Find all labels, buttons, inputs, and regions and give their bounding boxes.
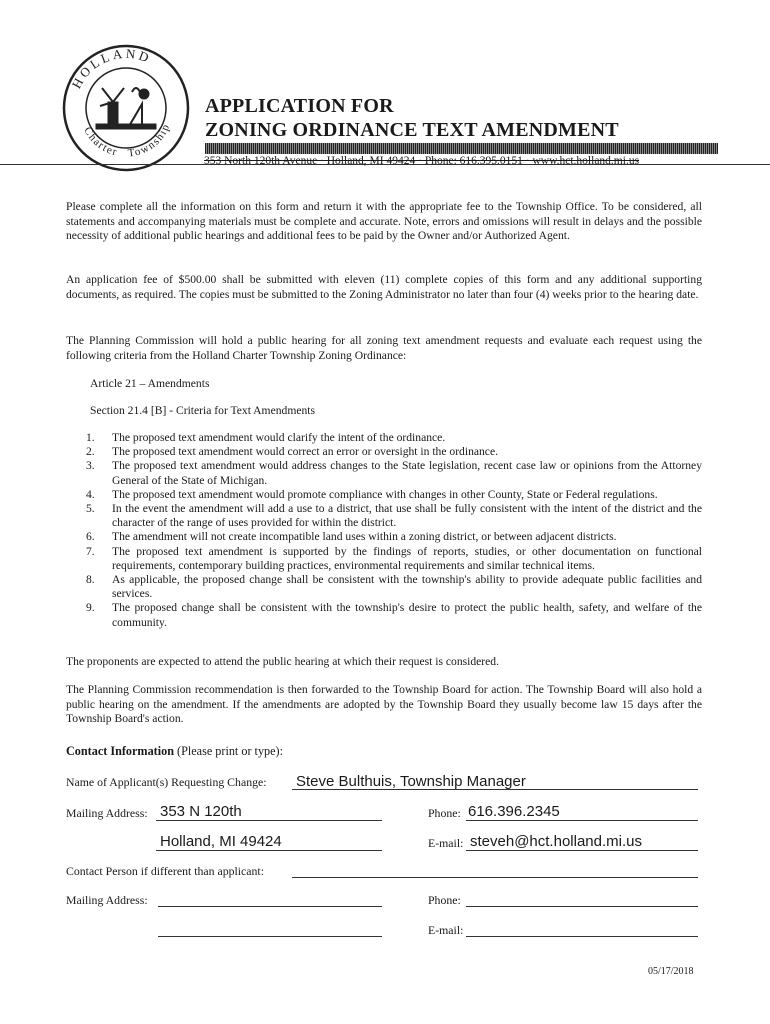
- mailing-address-label-2: Mailing Address:: [66, 893, 148, 907]
- phone-field-2[interactable]: [466, 906, 698, 907]
- contact-person-field[interactable]: [292, 877, 698, 878]
- applicant-name-value: Steve Bulthuis, Township Manager: [296, 773, 526, 790]
- form-title-line2: ZONING ORDINANCE TEXT AMENDMENT: [205, 119, 619, 141]
- applicant-name-label: Name of Applicant(s) Requesting Change:: [66, 775, 267, 789]
- seal-emblem-icon: [96, 88, 156, 129]
- mailing-address-field-line2[interactable]: [156, 850, 382, 851]
- email-field-2[interactable]: [466, 936, 698, 937]
- criteria-item: 5. In the event the amendment will add a use to a district, that use shall be fully consistent with the intent of the district and the character of the range of uses provided for within the district.: [86, 502, 702, 530]
- section-heading: Section 21.4 [B] - Criteria for Text Amendments: [90, 404, 316, 417]
- instructions-paragraph: Please complete all the information on this form and return it with the appropriate fee to the Township Office. To be considered, all statements and accompanying materials must be complete and accurate. Note, errors and omissions will result in delays and the possible necessity of additional public hearings and additional fees to be paid by the Owner and/or Authorized Agent.: [66, 200, 702, 243]
- township-seal: [62, 44, 190, 172]
- article-heading: Article 21 – Amendments: [90, 377, 210, 390]
- phone-label: Phone:: [428, 806, 461, 820]
- contact-person-label: Contact Person if different than applicant:: [66, 864, 264, 878]
- mailing-address-field[interactable]: [156, 820, 382, 821]
- office-address-line: 353 North 120th Avenue · Holland, MI 49424 · Phone: 616.395.0151 · www.hct.holland.mi.us: [204, 155, 640, 167]
- criteria-intro-paragraph: The Planning Commission will hold a public hearing for all zoning text amendment requests and evaluate each request using the following criteria from the Holland Charter Township Zoning Ordinance:: [66, 334, 702, 362]
- criteria-item: 4. The proposed text amendment would promote compliance with changes in other County, State or Federal regulations.: [86, 487, 658, 501]
- form-revision-date: 05/17/2018: [648, 966, 694, 977]
- email-label: E-mail:: [428, 836, 464, 850]
- seal-top-text: HOLLAND: [68, 45, 154, 91]
- mailing-address-field-2[interactable]: [158, 906, 382, 907]
- phone-field[interactable]: [466, 820, 698, 821]
- criteria-item: 8. As applicable, the proposed change shall be consistent with the township's ability to provide adequate public facilities and services.: [86, 573, 702, 601]
- mailing-address-label: Mailing Address:: [66, 806, 148, 820]
- seal-bottom-text: Township: [127, 121, 173, 160]
- mailing-address-field-2-line2[interactable]: [158, 936, 382, 937]
- phone-label-2: Phone:: [428, 893, 461, 907]
- attendance-paragraph: The proponents are expected to attend the public hearing at which their request is considered.: [66, 655, 499, 668]
- email-label-2: E-mail:: [428, 923, 464, 937]
- criteria-item: 2. The proposed text amendment would correct an error or oversight in the ordinance.: [86, 445, 499, 459]
- seal-left-text: Charter: [81, 125, 120, 159]
- svg-text:Charter: [81, 125, 119, 159]
- header-rule: [0, 164, 770, 165]
- criteria-item: 1. The proposed text amendment would clarify the intent of the ordinance.: [86, 431, 446, 444]
- header-hatch-bar: [205, 143, 718, 154]
- form-title-line1: APPLICATION FOR: [205, 95, 394, 117]
- criteria-item: 9. The proposed change shall be consistent with the township's desire to protect the public health, safety, and welfare of the community.: [86, 601, 702, 629]
- criteria-item: 7. The proposed text amendment is supported by the findings of reports, studies, or other documentation on functional requirements, contemporary building practices, environmental requirements and similar technical items.: [86, 544, 702, 572]
- phone-value: 616.396.2345: [468, 803, 560, 820]
- email-field[interactable]: [466, 850, 698, 851]
- criteria-item: 3. The proposed text amendment would address changes to the State legislation, recent case law or opinions from the Attorney General of the State of Michigan.: [86, 459, 702, 487]
- criteria-list: [86, 431, 702, 630]
- criteria-item: 6. The amendment will not create incompatible land uses within a zoning district, or between adjacent districts.: [86, 530, 617, 544]
- svg-text:HOLLAND: [69, 46, 154, 91]
- board-action-paragraph: The Planning Commission recommendation is then forwarded to the Township Board for action. The Township Board will also hold a public hearing on the amendment. If the amendments are adopted by the Township Board they usually become law 15 days after the Township Board's action.: [66, 683, 702, 726]
- mailing-address-value-2: Holland, MI 49424: [160, 833, 282, 850]
- contact-heading: Contact Information (Please print or type):: [66, 744, 283, 758]
- mailing-address-value-1: 353 N 120th: [160, 803, 242, 820]
- email-value: steveh@hct.holland.mi.us: [470, 833, 642, 850]
- fee-paragraph: An application fee of $500.00 shall be submitted with eleven (11) complete copies of this form and any additional supporting documents, as required. The copies must be submitted to the Zoning Administrator no later than four (4) weeks prior to the hearing date.: [66, 273, 702, 301]
